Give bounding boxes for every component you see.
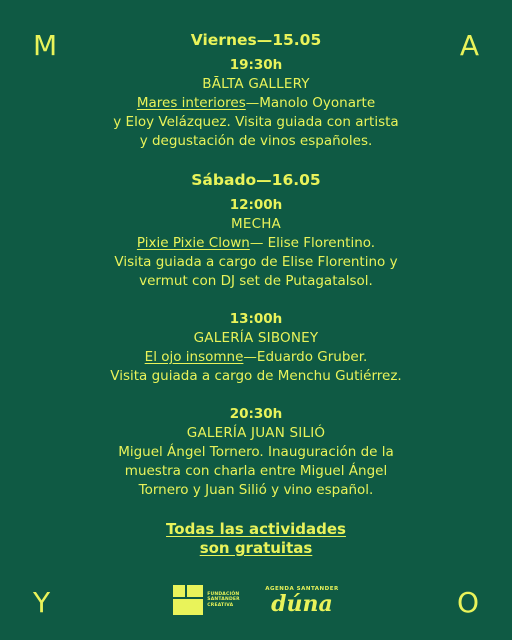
agenda-logo-top: AGENDA SANTANDER	[265, 585, 339, 592]
corner-letter-a: A	[459, 29, 479, 62]
sponsor-logos	[0, 584, 512, 619]
event-saturday-2	[60, 310, 452, 386]
event-details: y Eloy Velázquez. Visita guiada con artista y degustación de vinos españoles.	[113, 114, 399, 149]
event-artist: — Elise Florentino.	[249, 235, 376, 251]
free-note-line-2[interactable]: son gratuitas	[199, 539, 313, 557]
day-heading-saturday: Sábado—16.05	[191, 171, 321, 189]
event-details: Visita guiada a cargo de Menchu Gutiérrez.	[110, 368, 402, 384]
event-description	[60, 94, 452, 151]
event-description	[60, 234, 452, 291]
event-title-link[interactable]: Mares interiores	[136, 95, 246, 111]
event-venue: MECHA	[231, 216, 281, 232]
event-title-link[interactable]: Pixie Pixie Clown	[136, 235, 250, 251]
event-saturday-3	[60, 405, 452, 500]
event-time: 20:30h	[229, 406, 283, 422]
event-venue: GALERÍA SIBONEY	[193, 330, 319, 346]
event-details: Miguel Ángel Tornero. Inauguración de la muestra con charla entre Miguel Ángel Tornero y Juan Silió y vino español.	[118, 444, 394, 498]
event-artist: —Manolo Oyonarte	[245, 95, 376, 111]
free-activities-note[interactable]	[0, 520, 512, 558]
event-artist: —Eduardo Gruber.	[243, 349, 368, 365]
duna-wordmark: dúna	[271, 590, 333, 617]
fundacion-mark-icon	[173, 585, 203, 615]
event-details: Visita guiada a cargo de Elise Florentino y vermut con DJ set de Putagatalsol.	[114, 254, 398, 289]
event-venue: GALERÍA JUAN SILIÓ	[186, 425, 326, 441]
corner-letter-o: O	[456, 586, 479, 619]
day-heading-friday: Viernes—15.05	[190, 31, 322, 49]
corner-letter-m: M	[33, 29, 58, 62]
event-time: 19:30h	[229, 57, 283, 73]
event-title-link[interactable]: El ojo insomne	[144, 349, 244, 365]
event-time: 12:00h	[229, 197, 283, 213]
event-saturday-1	[60, 196, 452, 291]
free-note-line-1[interactable]: Todas las actividades	[166, 520, 346, 538]
event-description	[60, 348, 452, 386]
corner-letter-y: Y	[33, 586, 51, 619]
event-venue: BĀLTA GALLERY	[202, 76, 310, 92]
event-time: 13:00h	[229, 311, 283, 327]
schedule	[60, 30, 452, 519]
fundacion-santander-logo	[173, 585, 241, 615]
agenda-duna-logo	[265, 586, 338, 615]
fundacion-logo-text: FUNDACIÓN SANTANDER CREATIVA	[207, 591, 240, 608]
event-friday-1	[60, 56, 452, 151]
